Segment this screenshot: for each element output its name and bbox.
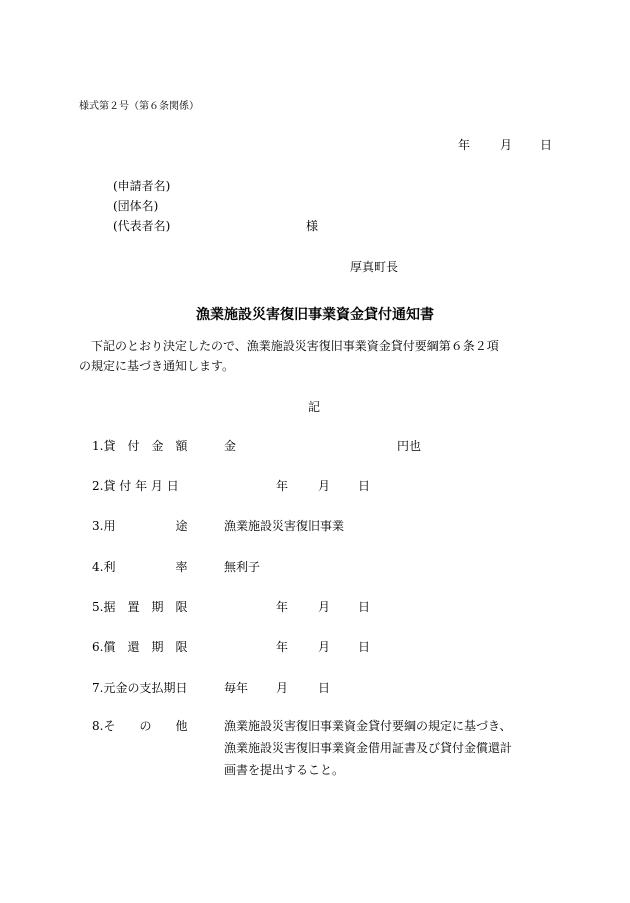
item-principal-day: 日 [318, 681, 331, 695]
item-grace-month: 月 [318, 600, 331, 614]
item-other-line-2: 漁業施設災害復旧事業資金借用証書及び貸付金償還計 [224, 741, 513, 755]
date-month: 月 [500, 138, 513, 152]
group-name-label: (団体名) [113, 199, 159, 213]
item-grace-year: 年 [276, 600, 289, 614]
date-day: 日 [540, 138, 553, 152]
item-repayment-label: 6.償 還 期 限 [92, 640, 188, 654]
item-interest-value: 無利子 [224, 560, 261, 574]
item-principal-label: 7.元金の支払期日 [92, 681, 188, 695]
intro-line-2: の規定に基づき通知します。 [79, 359, 235, 373]
item-loan-date-day: 日 [358, 479, 371, 493]
item-grace-label: 5.据 置 期 限 [92, 600, 188, 614]
item-repayment-month: 月 [318, 640, 331, 654]
item-loan-date-year: 年 [276, 479, 289, 493]
item-other-line-1: 漁業施設災害復旧事業資金貸付要綱の規定に基づき、 [224, 719, 512, 733]
item-purpose-label: 3.用 途 [92, 519, 188, 533]
item-loan-date-label: 2.貸 付 年 月 日 [92, 479, 179, 493]
document-title: 漁業施設災害復旧事業資金貸付通知書 [196, 307, 434, 323]
item-purpose-value: 漁業施設災害復旧事業 [224, 519, 345, 533]
issuer: 厚真町長 [350, 260, 399, 274]
item-amount-suffix: 円也 [397, 439, 422, 453]
honorific: 様 [306, 219, 319, 233]
applicant-name-label: (申請者名) [113, 179, 171, 193]
item-other-line-3: 画書を提出すること。 [224, 763, 345, 777]
item-amount-prefix: 金 [224, 439, 237, 453]
item-loan-date-month: 月 [318, 479, 331, 493]
item-grace-day: 日 [358, 600, 371, 614]
item-interest-label: 4.利 率 [92, 560, 188, 574]
item-repayment-day: 日 [358, 640, 371, 654]
ki-heading: 記 [308, 400, 321, 414]
date-year: 年 [458, 138, 471, 152]
item-principal-every-year: 毎年 [224, 681, 249, 695]
form-number: 様式第２号（第６条関係） [79, 101, 199, 112]
item-other-label: 8.そ の 他 [92, 719, 188, 733]
item-principal-month: 月 [276, 681, 289, 695]
intro-line-1: 下記のとおり決定したので、漁業施設災害復旧事業資金貸付要綱第６条２項 [91, 339, 499, 353]
item-amount-label: 1.貸 付 金 額 [92, 439, 188, 453]
representative-name-label: (代表者名) [113, 219, 171, 233]
item-repayment-year: 年 [276, 640, 289, 654]
